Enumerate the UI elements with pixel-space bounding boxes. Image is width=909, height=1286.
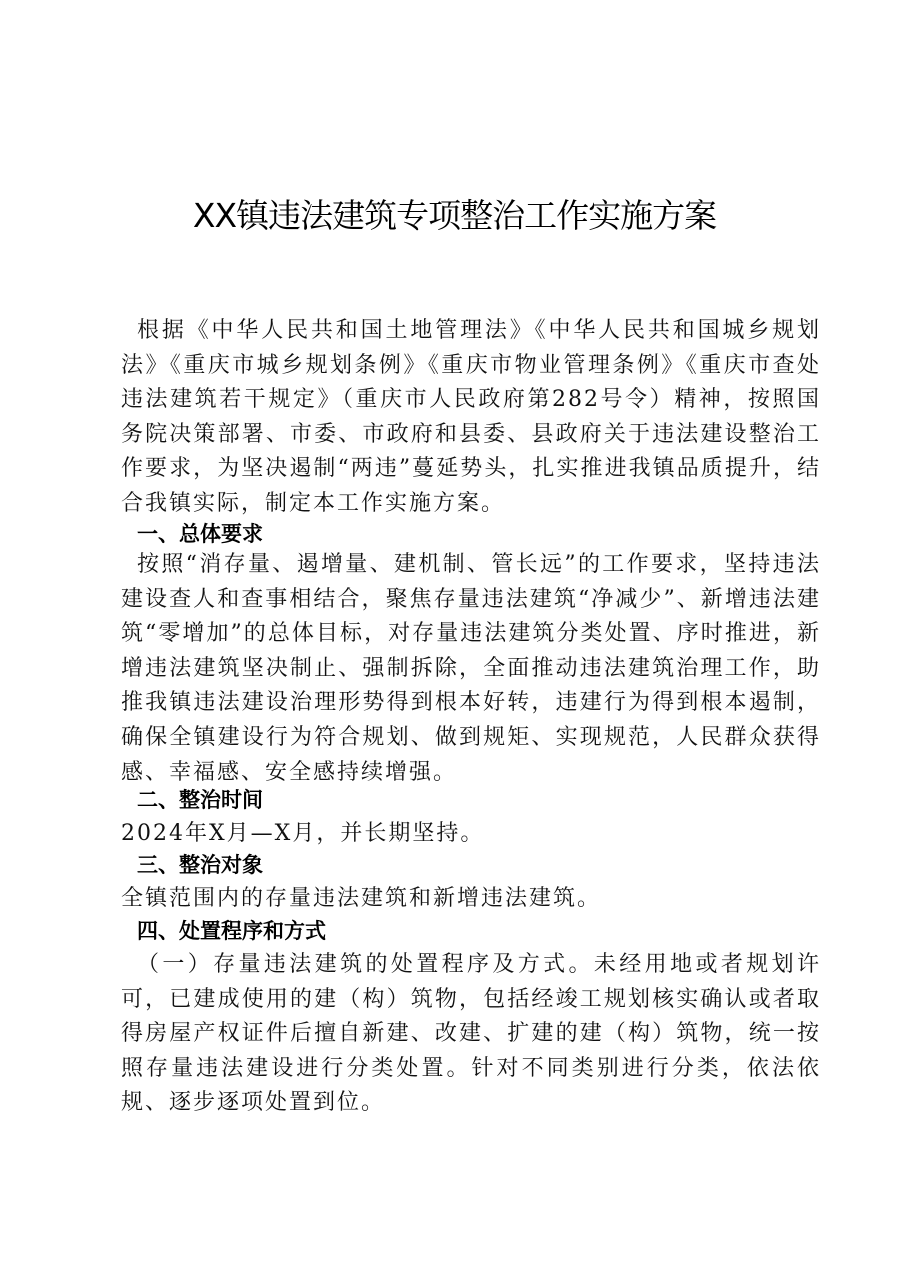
- section-heading-3: 三、整治对象: [137, 853, 263, 877]
- section-heading-4: 四、处置程序和方式: [137, 919, 326, 943]
- section-heading-1: 一、总体要求: [137, 522, 263, 546]
- section-text-3: 全镇范围内的存量违法建筑和新增违法建筑。: [121, 886, 602, 911]
- document-title: XX镇违法建筑专项整治工作实施方案: [192, 196, 717, 235]
- section-heading-2: 二、整治时间: [137, 788, 263, 812]
- section-text-2: 2024年X月—X月，并长期坚持。: [121, 821, 485, 846]
- section-text-4: （一）存量违法建筑的处置程序及方式。未经用地或者规划许可，已建成使用的建（构）筑物，包括经竣工规划核实确认或者取得房屋产权证件后擅自新建、改建、扩建的建（构）筑物，统一按照存量违法建设进行分类处置。针对不同类别进行分类，依法依规、逐步逐项处置到位。: [121, 952, 821, 1116]
- section-text-1: 按照“消存量、遏增量、建机制、管长远”的工作要求，坚持违法建设查人和查事相结合，聚焦存量违法建筑“净减少”、新增违法建筑“零增加”的总体目标，对存量违法建筑分类处置、序时推进，新增违法建筑坚决制止、强制拆除，全面推动违法建筑治理工作，助推我镇违法建设治理形势得到根本好转，违建行为得到根本遏制，确保全镇建设行为符合规划、做到规矩、实现规范，人民群众获得感、幸福感、安全感持续增强。: [121, 552, 821, 785]
- intro-paragraph: 根据《中华人民共和国土地管理法》《中华人民共和国城乡规划法》《重庆市城乡规划条例》《重庆市物业管理条例》《重庆市查处违法建筑若干规定》（重庆市人民政府第282号令）精神，按照国务院决策部署、市委、市政府和县委、县政府关于违法建设整治工作要求，为坚决遏制“两违”蔓延势头，扎实推进我镇品质提升，结合我镇实际，制定本工作实施方案。: [121, 318, 821, 516]
